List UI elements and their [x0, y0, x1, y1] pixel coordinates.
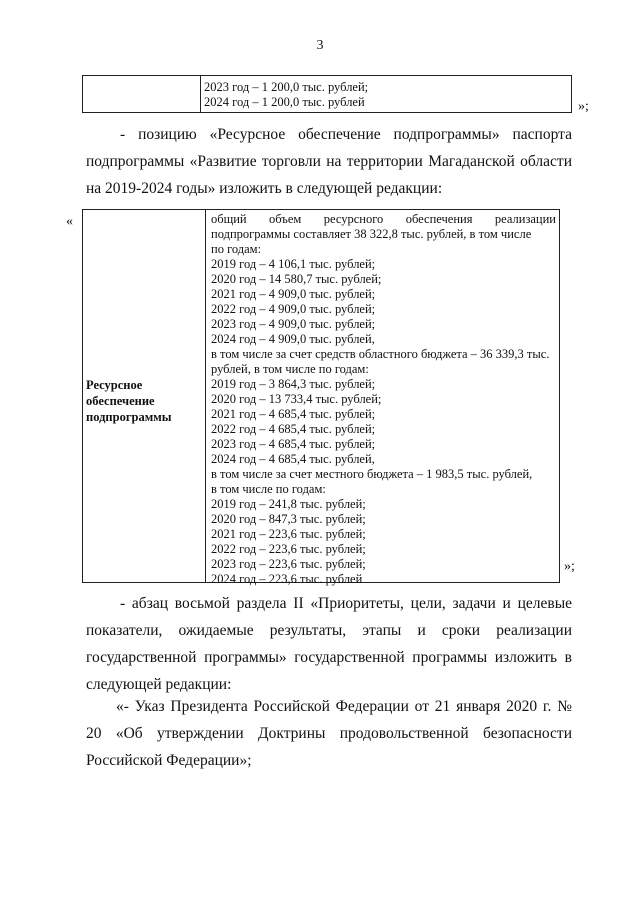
- page-number: 3: [316, 38, 324, 53]
- paragraph-section-instruction: - абзац восьмой раздела II «Приоритеты, цели, задачи и целевые показатели, ожидаемые результаты, этапы и сроки реализации государственной программы» государственной программы изложить в следующей редакции:: [86, 595, 572, 693]
- table-line: подпрограммы составляет 38 322,8 тыс. рублей, в том числе: [211, 227, 532, 241]
- table-line: 2022 год – 4 685,4 тыс. рублей;: [211, 422, 376, 436]
- table-line: 2024 год – 4 685,4 тыс. рублей,: [211, 452, 375, 466]
- table-row-label: Ресурсное обеспечение подпрограммы: [86, 378, 172, 424]
- table-line: в том числе по годам:: [211, 482, 326, 496]
- table-line: 2019 год – 4 106,1 тыс. рублей;: [211, 257, 376, 271]
- table-line: 2024 год – 4 909,0 тыс. рублей,: [211, 332, 375, 346]
- table-line: 2023 год – 4 685,4 тыс. рублей;: [211, 437, 376, 451]
- closing-quote: »;: [578, 99, 589, 114]
- closing-quote: »;: [564, 559, 575, 574]
- table-line: 2022 год – 4 909,0 тыс. рублей;: [211, 302, 376, 316]
- table-line: 2024 год – 1 200,0 тыс. рублей: [204, 95, 365, 109]
- table-line: 2023 год – 223,6 тыс. рублей;: [211, 557, 366, 571]
- table-line: 2021 год – 4 909,0 тыс. рублей;: [211, 287, 376, 301]
- resource-table: [82, 209, 560, 586]
- table-line: 2023 год – 4 909,0 тыс. рублей;: [211, 317, 376, 331]
- table-line: 2019 год – 241,8 тыс. рублей;: [211, 497, 366, 511]
- table-cell-values: [204, 80, 368, 110]
- paragraph-position-instruction: - позицию «Ресурсное обеспечение подпрограммы» паспорта подпрограммы «Развитие торговли на территории Магаданской области на 2019-2024 годы» изложить в следующей редакции:: [86, 126, 572, 197]
- table-line: 2022 год – 223,6 тыс. рублей;: [211, 542, 366, 556]
- table-line: 2021 год – 223,6 тыс. рублей;: [211, 527, 366, 541]
- table-line: 2020 год – 847,3 тыс. рублей;: [211, 512, 366, 526]
- table-line: 2019 год – 3 864,3 тыс. рублей;: [211, 377, 376, 391]
- table-line: в том числе за счет местного бюджета – 1 983,5 тыс. рублей,: [211, 467, 533, 481]
- table-cell-values: [211, 212, 556, 587]
- table-line: 2023 год – 1 200,0 тыс. рублей;: [204, 80, 369, 94]
- table-line: в том числе за счет средств областного бюджета – 36 339,3 тыс.: [211, 347, 550, 361]
- table-column-divider: [205, 210, 206, 582]
- table-column-divider: [200, 76, 201, 112]
- paragraph-decree-reference: «- Указ Президента Российской Федерации от 21 января 2020 г. № 20 «Об утверждении Доктрины продовольственной безопасности Российской Федерации»;: [86, 698, 572, 769]
- table-line: рублей, в том числе по годам:: [211, 362, 369, 376]
- resource-table-fragment: [82, 75, 572, 113]
- opening-quote: «: [66, 214, 73, 229]
- table-line: 2020 год – 13 733,4 тыс. рублей;: [211, 392, 382, 406]
- table-line: общий объем ресурсного обеспечения реализации: [211, 212, 556, 226]
- table-line: 2024 год – 223,6 тыс. рублей: [211, 572, 363, 586]
- table-line: по годам:: [211, 242, 262, 256]
- table-line: 2020 год – 14 580,7 тыс. рублей;: [211, 272, 382, 286]
- table-line: 2021 год – 4 685,4 тыс. рублей;: [211, 407, 376, 421]
